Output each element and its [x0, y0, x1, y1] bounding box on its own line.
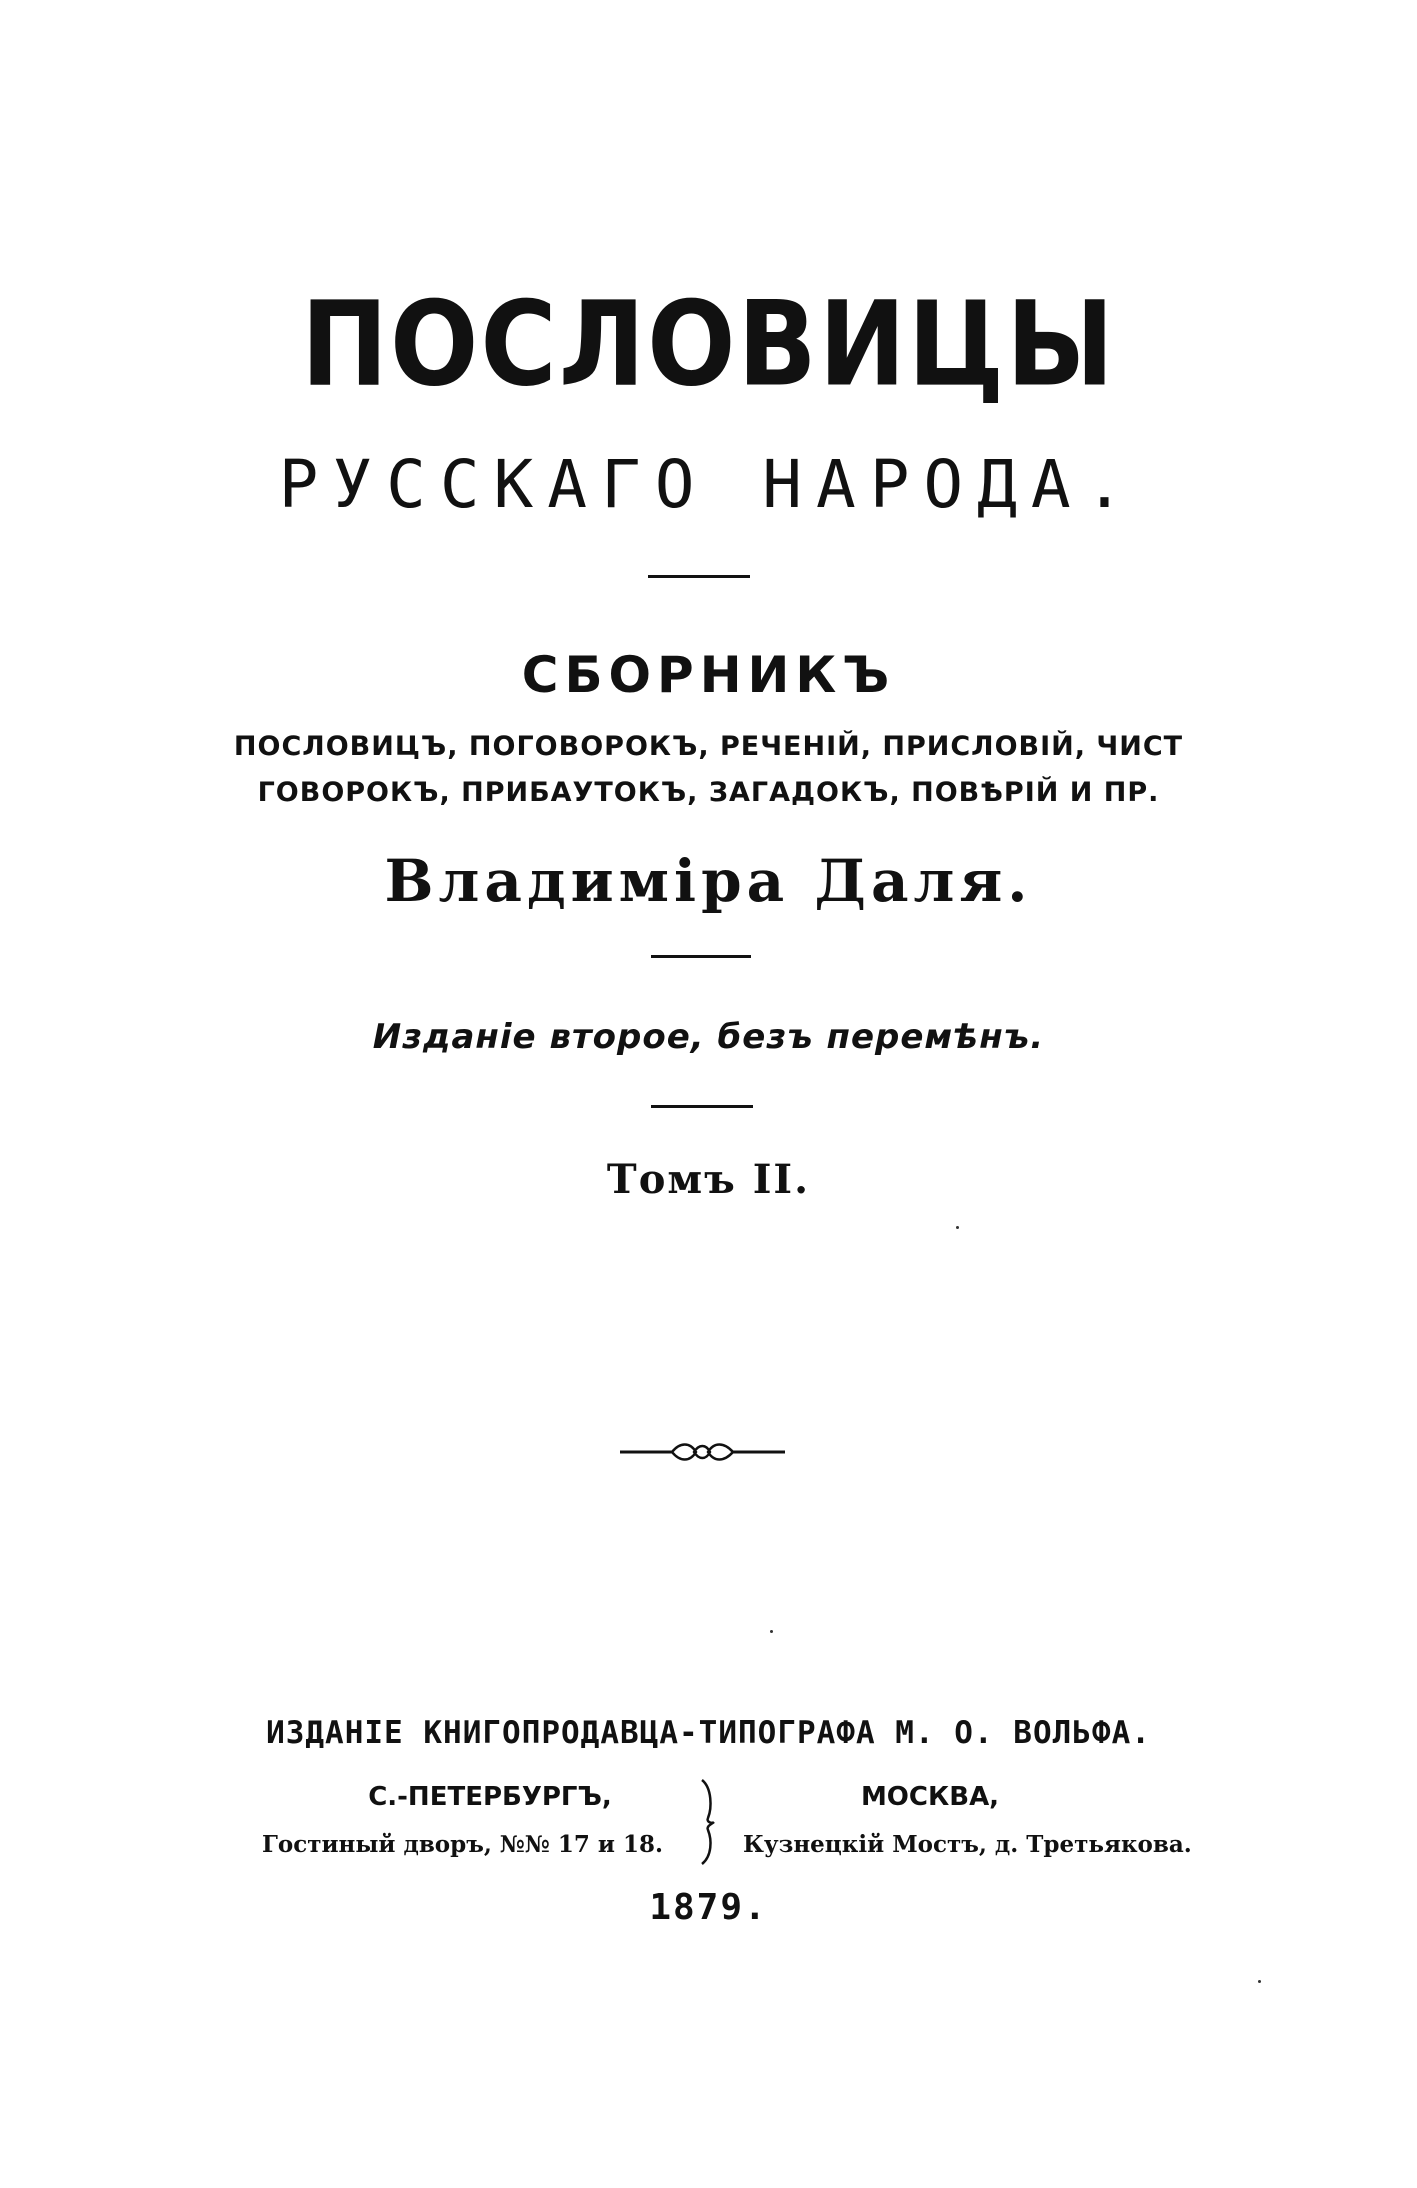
author-name: Владимiра Даля.: [384, 847, 1033, 915]
divider-rule: [651, 1105, 753, 1108]
publisher-line: ИЗДАНIЕ КНИГОПРОДАВЦА-ТИПОГРАФА М. О. ВОЛЬФА.: [266, 1715, 1151, 1751]
divider-rule: [651, 955, 751, 958]
city-moscow: МОСКВА,: [860, 1782, 1000, 1812]
book-subtitle: РУССКАГО НАРОДА.: [278, 446, 1139, 523]
publication-year: 1879.: [649, 1887, 768, 1928]
book-title: ПОСЛОВИЦЫ: [300, 275, 1117, 413]
city-st-petersburg: С.-ПЕТЕРБУРГЪ,: [368, 1782, 612, 1812]
edition-note: Изданiе второе, безъ перемѣнъ.: [372, 1017, 1045, 1057]
print-speck: [770, 1630, 773, 1633]
address-moscow: Кузнецкiй Мостъ, д. Третьякова.: [743, 1831, 1192, 1858]
print-speck: [956, 1226, 959, 1229]
ornament-divider-icon: [620, 1440, 785, 1464]
collection-description-line-1: ПОСЛОВИЦЪ, ПОГОВОРОКЪ, РЕЧЕНIЙ, ПРИСЛОВIЙ, ЧИСТ: [233, 731, 1184, 762]
collection-heading: СБОРНИКЪ: [521, 646, 896, 704]
brace-icon: [698, 1778, 718, 1866]
volume-label: Томъ II.: [606, 1156, 811, 1203]
address-st-petersburg: Гостиный дворъ, №№ 17 и 18.: [262, 1831, 663, 1858]
collection-description-line-2: ГОВОРОКЪ, ПРИБАУТОКЪ, ЗАГАДОКЪ, ПОВѢРIЙ И ПР.: [257, 777, 1160, 808]
divider-rule: [648, 575, 750, 578]
print-speck: [1258, 1980, 1261, 1983]
